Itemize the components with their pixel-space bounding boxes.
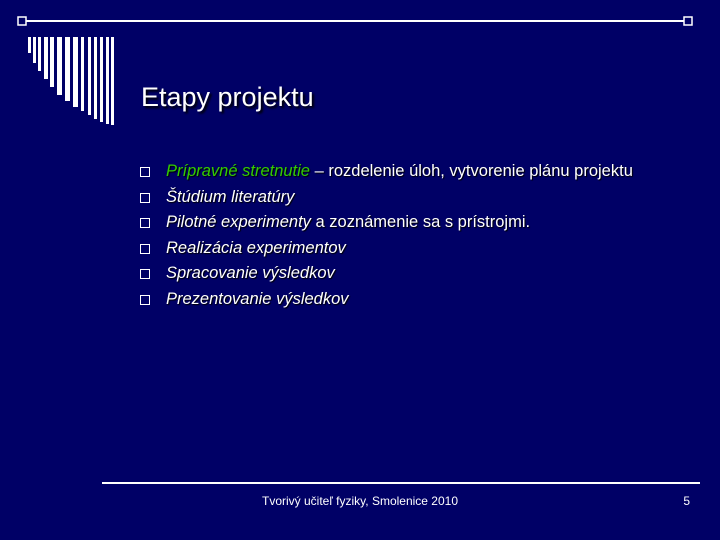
bullet-item — [140, 239, 640, 259]
square-bullet-icon — [140, 269, 150, 279]
bullet-text: a zoznámenie sa s prístrojmi. — [310, 213, 531, 231]
square-bullet-icon — [140, 167, 150, 177]
square-bullet-icon — [140, 244, 150, 254]
slide-title: Etapy projektu — [141, 82, 314, 112]
bullet-list — [140, 162, 640, 315]
square-bullet-icon — [140, 295, 150, 305]
bullet-emphasis: Pilotné experimenty — [166, 213, 311, 231]
bullet-item — [140, 264, 640, 284]
bullet-item — [140, 188, 640, 208]
square-bullet-icon — [140, 193, 150, 203]
footer-text: Tvorivý učiteľ fyziky, Smolenice 2010 — [261, 494, 458, 508]
square-bullet-icon — [140, 218, 150, 228]
bullet-item — [140, 162, 640, 182]
bullet-emphasis: Prezentovanie výsledkov — [166, 289, 349, 308]
bullet-text: – rozdelenie úloh, vytvorenie plánu projektu — [310, 162, 633, 180]
bullet-item — [140, 290, 640, 310]
bullet-emphasis: Prípravné stretnutie — [166, 162, 310, 180]
bullet-emphasis: Spracovanie výsledkov — [166, 264, 335, 282]
page-number: 5 — [683, 494, 690, 508]
bullet-item — [140, 213, 640, 233]
footer-divider — [102, 482, 700, 484]
bullet-emphasis: Realizácia experimentov — [166, 238, 346, 257]
bullet-emphasis: Štúdium literatúry — [166, 187, 295, 206]
